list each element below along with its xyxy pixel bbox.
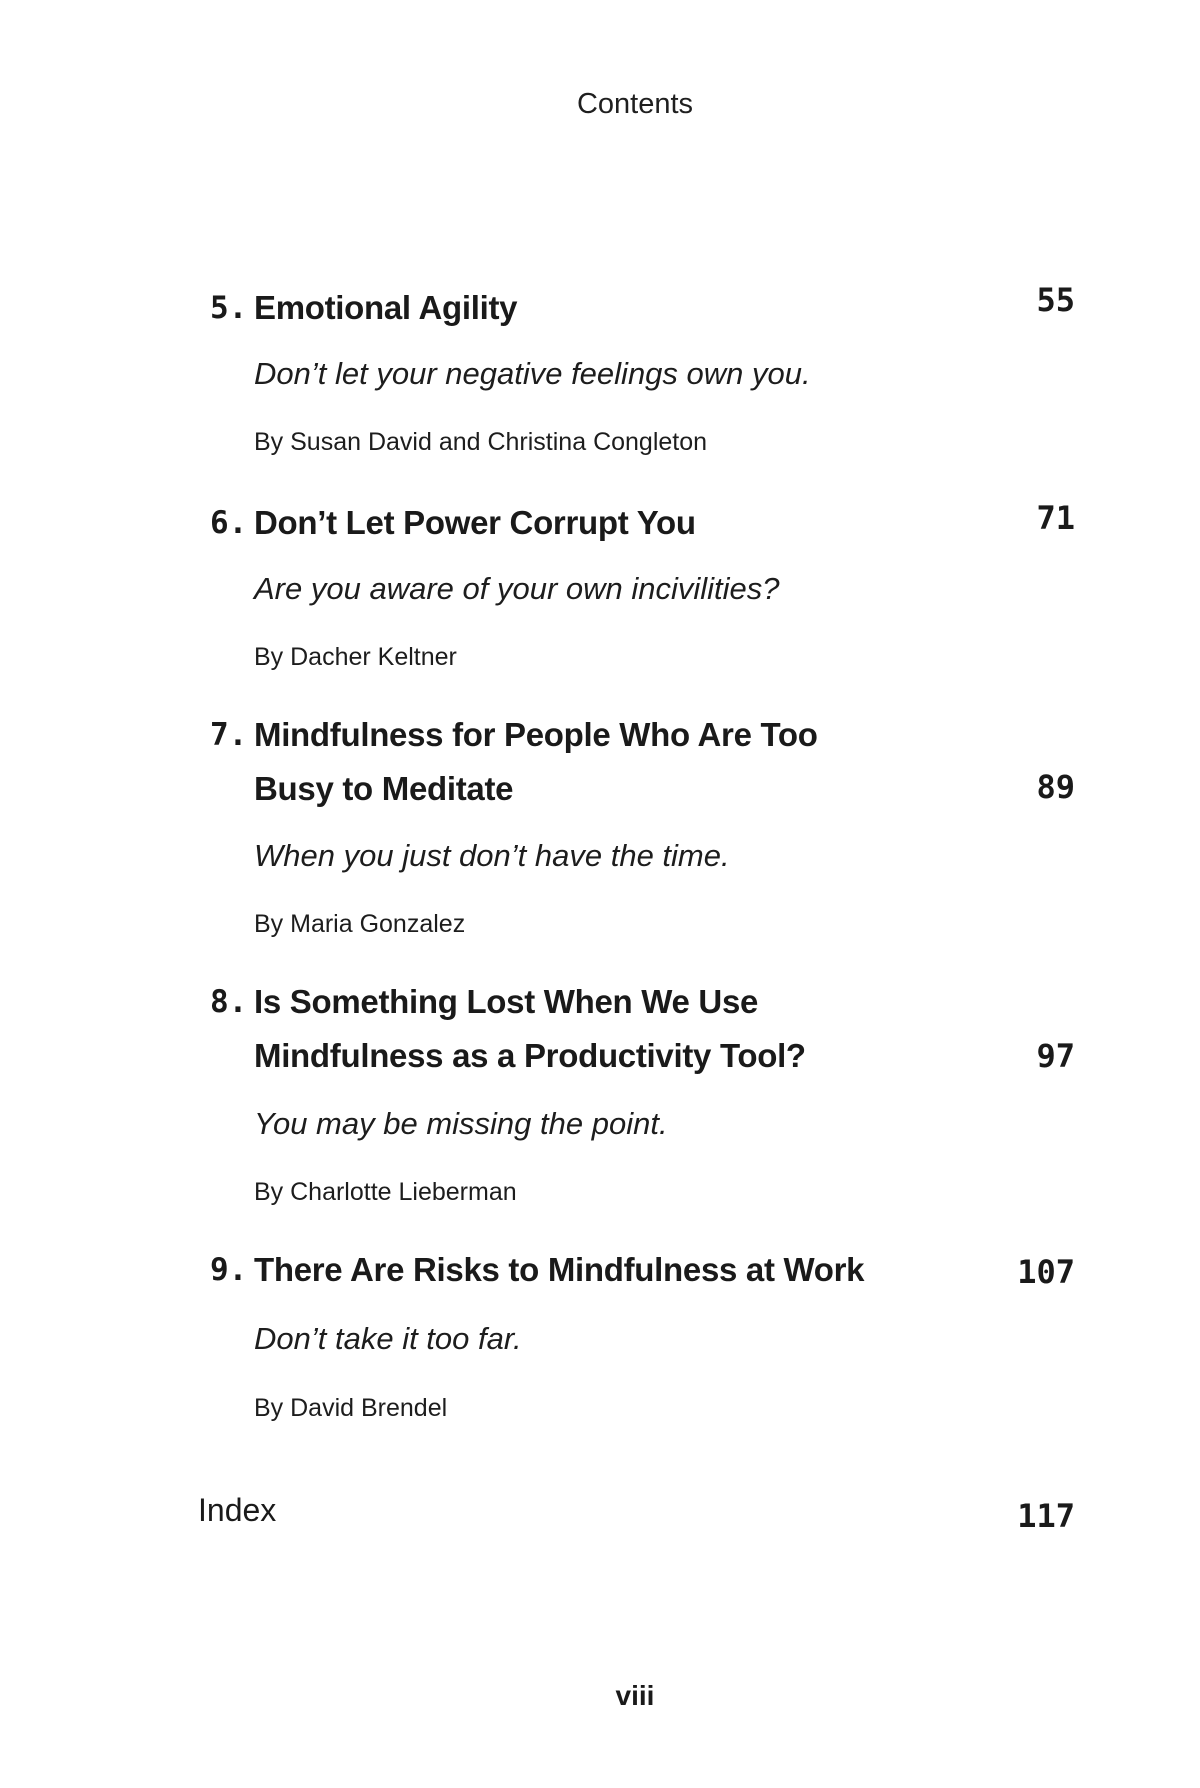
index-entry-label[interactable]: Index [198,1492,277,1528]
page-folio: viii [615,1680,655,1711]
chapter-title: Emotional Agility [254,289,518,326]
chapter-author: By Charlotte Lieberman [254,1178,517,1206]
chapter-number: 9. [210,1252,248,1288]
chapter-author: By Dacher Keltner [254,643,457,671]
chapter-subtitle: Don’t take it too far. [254,1321,522,1356]
chapter-title-continued: Mindfulness as a Productivity Tool? [254,1037,806,1074]
chapter-number: 6. [210,505,248,541]
chapter-author: By Susan David and Christina Congleton [254,428,708,456]
chapter-subtitle: Are you aware of your own incivilities? [254,571,780,606]
page-number: 71 [1036,499,1075,537]
chapter-subtitle: Don’t let your negative feelings own you. [254,356,811,391]
page-number: 107 [1017,1253,1075,1291]
page-number: 97 [1036,1037,1075,1075]
index-page-number: 117 [1017,1497,1075,1535]
chapter-number: 8. [210,984,248,1020]
chapter-number: 7. [210,717,248,753]
running-head: Contents [576,88,694,120]
chapter-title: Don’t Let Power Corrupt You [254,504,696,541]
chapter-subtitle: When you just don’t have the time. [254,838,730,873]
chapter-author: By Maria Gonzalez [254,910,466,938]
chapter-title: Mindfulness for People Who Are Too [254,716,818,753]
chapter-title-continued: Busy to Meditate [254,770,514,807]
chapter-subtitle: You may be missing the point. [254,1106,668,1141]
page-number: 89 [1036,768,1075,806]
chapter-title: There Are Risks to Mindfulness at Work [254,1251,865,1288]
page-number: 55 [1036,281,1075,319]
chapter-number: 5. [210,290,248,326]
chapter-title: Is Something Lost When We Use [254,983,759,1020]
chapter-author: By David Brendel [254,1394,448,1422]
